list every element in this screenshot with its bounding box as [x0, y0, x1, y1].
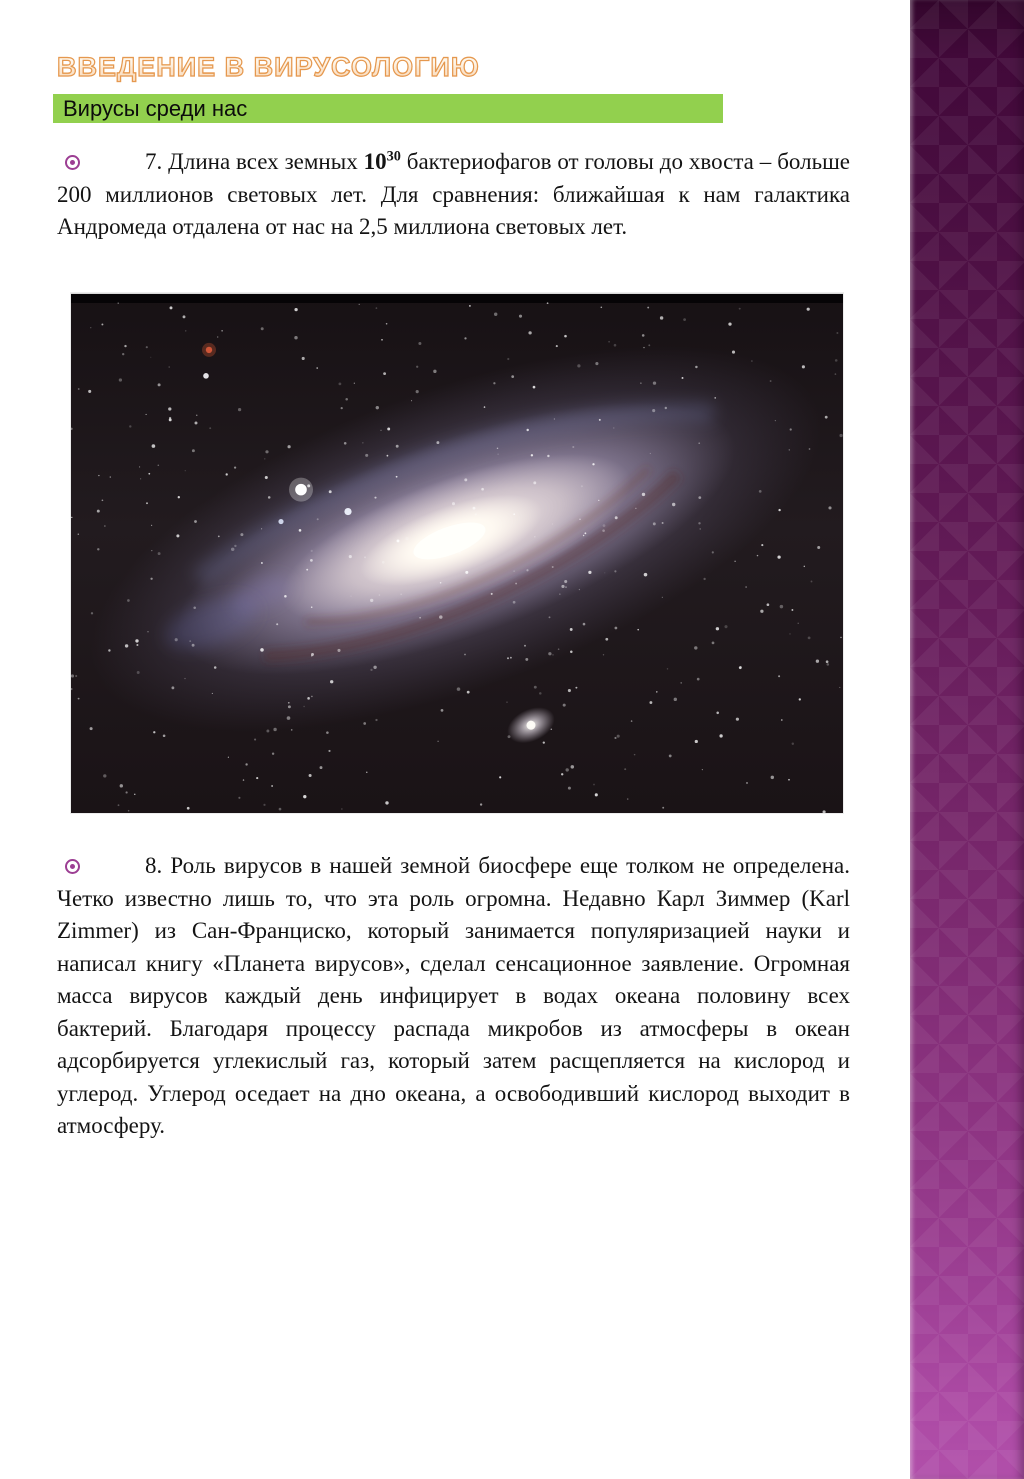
paragraph-7-rest: бактериофагов от головы до хвоста – больше 200 миллионов световых лет. Для сравнения: ближайшая к нам галактика Андромеда отдалена от нас на 2,5 миллиона световых лет. — [57, 149, 850, 239]
paragraph-7-power-number: $10^{30}$ — [363, 148, 401, 174]
page-title: ВВЕДЕНИЕ В ВИРУСОЛОГИЮ — [57, 52, 480, 82]
andromeda-galaxy-image — [71, 293, 843, 813]
circled-dot-bullet-icon — [65, 155, 80, 170]
bullet-dot — [70, 160, 75, 165]
paragraph-8: 8. Роль вирусов в нашей земной биосфере еще толком не определена. Четко известно лишь то, что эта роль огромна. Недавно Карл Зиммер (Karl Zimmer) из Сан-Франциско, который занимается популяризацией науки и написал книгу «Планета вирусов», сделал сенсационное заявление. Огромная масса вирусов каждый день инфицирует в водах океана половину всех бактерий. Благодаря процессу распада микробов из атмосферы в океан адсорбируется углекислый газ, который затем расщепляется на кислород и углерод. Углерод оседает на дно океана, а освободивший кислород выходит в атмосферу. — [57, 853, 850, 1138]
section-banner — [53, 94, 723, 123]
paragraph-7 — [57, 146, 850, 244]
bullet-dot — [70, 864, 75, 869]
section-banner-label: Вирусы среди нас — [63, 95, 248, 121]
bullet-item-8 — [57, 850, 850, 1143]
bullet-item-7 — [57, 146, 850, 244]
paragraph-7-lead: 7. Длина всех земных — [145, 149, 364, 174]
decorative-sidebar — [910, 0, 1024, 1479]
circled-dot-bullet-icon — [65, 859, 80, 874]
